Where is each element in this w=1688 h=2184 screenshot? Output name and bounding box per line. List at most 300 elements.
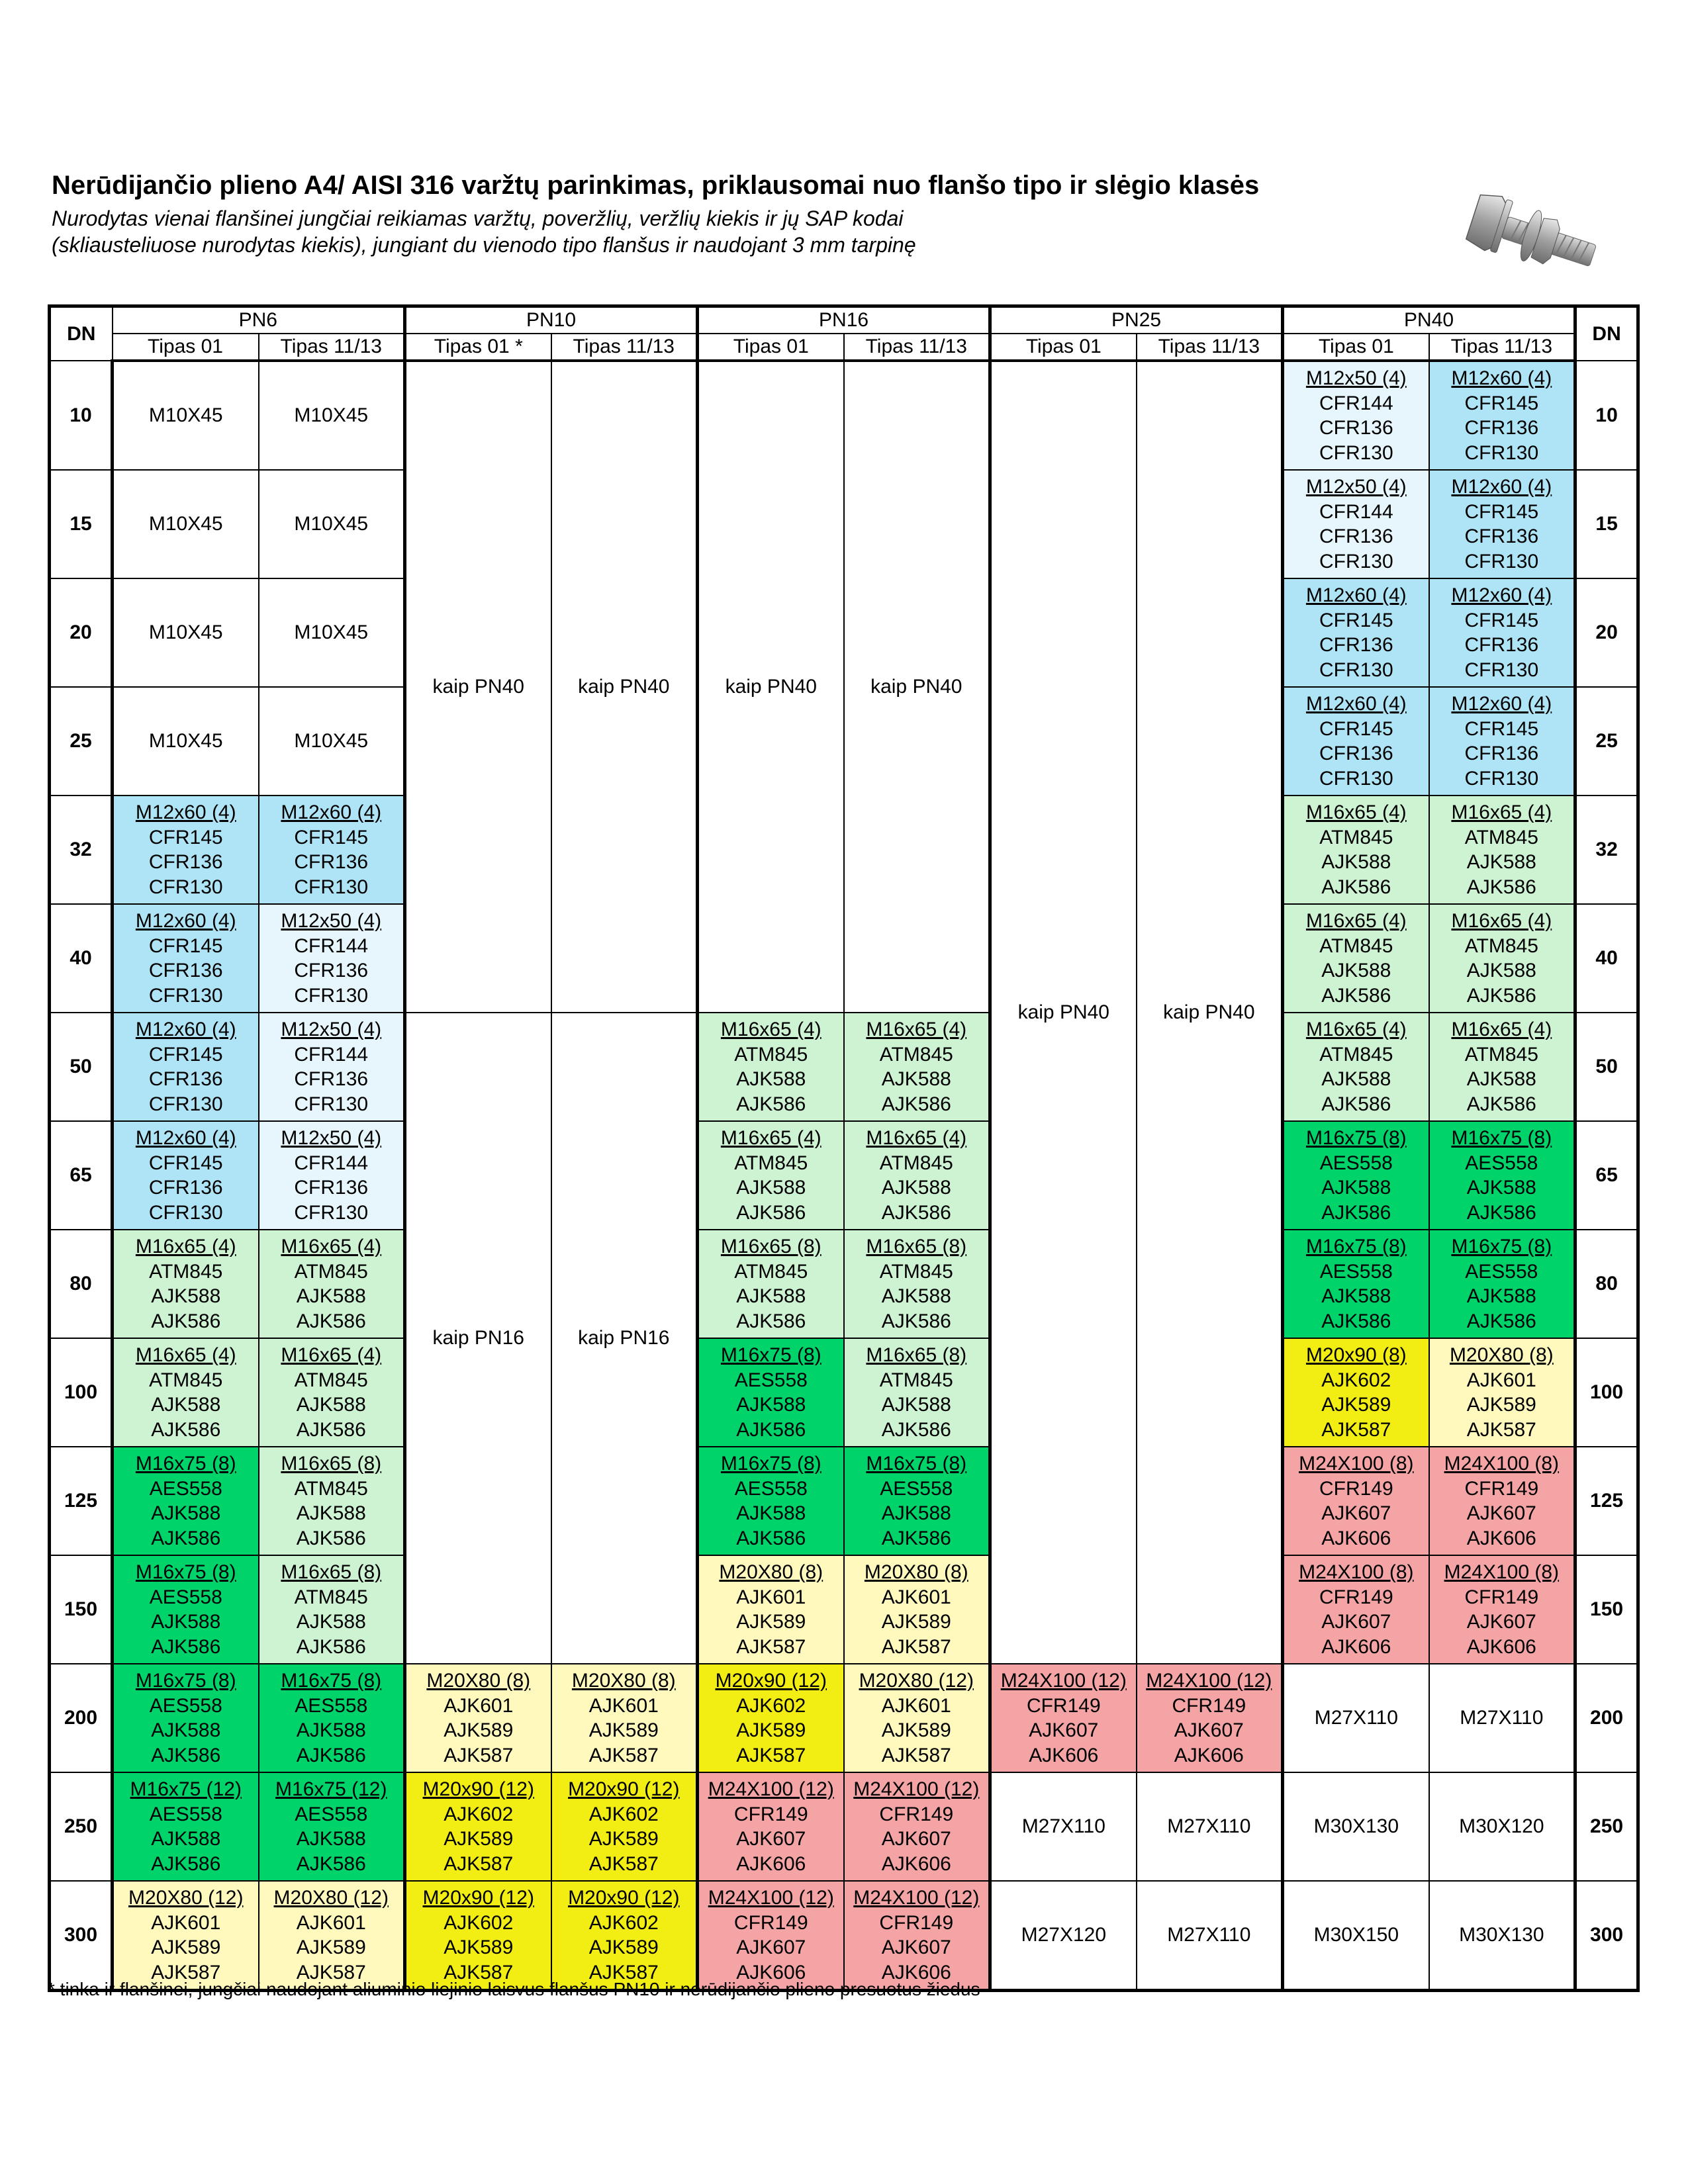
bolt-cell bbox=[1429, 904, 1575, 1013]
bolt-cell bbox=[844, 1447, 990, 1555]
bolt-size: M12x50 (4) bbox=[1305, 476, 1407, 498]
bolt-cell bbox=[844, 1013, 990, 1121]
bolt-size: M16x65 (4) bbox=[1451, 1019, 1552, 1040]
sap-code: AJK589 bbox=[588, 1719, 659, 1741]
bolt-cell bbox=[259, 796, 405, 904]
bolt-cell bbox=[113, 361, 259, 470]
sap-code: AJK588 bbox=[296, 1828, 366, 1850]
sap-code: AJK586 bbox=[736, 1527, 806, 1549]
bolt-cell bbox=[844, 1230, 990, 1338]
bolt-size: M12x60 (4) bbox=[1451, 693, 1552, 715]
dn-value: 32 bbox=[50, 796, 113, 904]
bolt-cell bbox=[259, 687, 405, 796]
sap-code: CFR145 bbox=[1464, 609, 1539, 631]
subtitle-line-2: (skliausteliuose nurodytas kiekis), jungiant du vienodo tipo flanšus ir naudojant 3 mm tarpinę bbox=[52, 233, 916, 257]
sap-code: M10X45 bbox=[148, 404, 223, 427]
type-header: Tipas 01 bbox=[113, 334, 259, 361]
bolt-cell bbox=[1429, 470, 1575, 578]
sap-code: AJK586 bbox=[881, 1201, 951, 1224]
bolt-cell bbox=[1283, 361, 1429, 470]
sap-code: ATM845 bbox=[879, 1043, 953, 1066]
bolt-cell bbox=[1283, 1555, 1429, 1664]
sap-code: AJK606 bbox=[736, 1961, 806, 1983]
sap-code: AJK588 bbox=[296, 1502, 366, 1524]
sap-code: AJK588 bbox=[1466, 1285, 1536, 1307]
type-header: Tipas 01 bbox=[990, 334, 1137, 361]
bolt-size: M16x65 (4) bbox=[281, 1344, 382, 1366]
sap-code: AJK587 bbox=[736, 1635, 806, 1658]
sap-code: AJK602 bbox=[588, 1911, 659, 1934]
sap-code: CFR149 bbox=[1172, 1694, 1246, 1717]
dn-value: 300 bbox=[50, 1881, 113, 1991]
sap-code: AJK606 bbox=[1174, 1744, 1244, 1766]
bolt-cell bbox=[259, 470, 405, 578]
sap-code: ATM845 bbox=[149, 1260, 223, 1283]
merged-note: kaip PN40 bbox=[551, 361, 698, 1013]
bolt-cell bbox=[1429, 578, 1575, 687]
dn-value: 125 bbox=[50, 1447, 113, 1555]
sap-code: AJK586 bbox=[1321, 1201, 1391, 1224]
subtitle-line-1: Nurodytas vienai flanšinei jungčiai reikiamas varžtų, poveržlių, veržlių kiekis ir jų SAP kodai bbox=[52, 206, 904, 230]
sap-code: CFR130 bbox=[148, 876, 223, 898]
sap-code: AJK586 bbox=[296, 1310, 366, 1332]
dn-value: 15 bbox=[1575, 470, 1638, 578]
sap-code: AJK588 bbox=[151, 1719, 221, 1741]
table-row bbox=[50, 1772, 1638, 1881]
bolt-size: M24X100 (12) bbox=[853, 1887, 980, 1909]
sap-code: CFR145 bbox=[1319, 717, 1393, 740]
sap-code: AJK586 bbox=[1466, 1310, 1536, 1332]
bolt-size: M24X100 (8) bbox=[1299, 1453, 1414, 1475]
sap-code: AJK589 bbox=[444, 1936, 514, 1958]
sap-code: AES558 bbox=[1465, 1260, 1538, 1283]
sap-code: AJK587 bbox=[444, 1744, 514, 1766]
sap-code: AJK587 bbox=[736, 1744, 806, 1766]
sap-code: AJK606 bbox=[1466, 1527, 1536, 1549]
sap-code: AJK588 bbox=[296, 1394, 366, 1416]
sap-code: AJK588 bbox=[1466, 960, 1536, 981]
sap-code: ATM845 bbox=[294, 1260, 368, 1283]
sap-code: CFR145 bbox=[1319, 609, 1393, 631]
bolt-cell bbox=[844, 1338, 990, 1447]
bolt-cell bbox=[844, 1121, 990, 1230]
bolt-cell bbox=[1283, 687, 1429, 796]
sap-code: AJK589 bbox=[151, 1936, 221, 1958]
sap-code: AJK589 bbox=[1321, 1394, 1391, 1416]
sap-code: AJK587 bbox=[151, 1961, 221, 1983]
sap-code: ATM845 bbox=[1319, 826, 1393, 848]
bolt-cell bbox=[113, 796, 259, 904]
sap-code: AJK586 bbox=[881, 1418, 951, 1441]
sap-code: AJK588 bbox=[1466, 851, 1536, 873]
sap-code: AJK606 bbox=[1321, 1527, 1391, 1549]
sap-code: AJK588 bbox=[151, 1285, 221, 1307]
sap-code: AES558 bbox=[149, 1803, 222, 1825]
sap-code: CFR149 bbox=[1319, 1477, 1393, 1500]
bolt-cell bbox=[405, 1664, 551, 1772]
sap-code: CFR145 bbox=[1464, 392, 1539, 414]
sap-code: AJK587 bbox=[881, 1635, 951, 1658]
sap-code: ATM845 bbox=[879, 1369, 953, 1391]
table-row bbox=[50, 1881, 1638, 1991]
bolt-size: M16x75 (8) bbox=[135, 1453, 236, 1475]
sap-code: AES558 bbox=[880, 1477, 953, 1500]
sap-code: AES558 bbox=[734, 1477, 808, 1500]
sap-code: AJK588 bbox=[881, 1177, 951, 1199]
sap-code: CFR136 bbox=[294, 1068, 369, 1090]
sap-code: CFR130 bbox=[1464, 767, 1539, 790]
sap-code: AJK588 bbox=[736, 1502, 806, 1524]
type-header: Tipas 01 * bbox=[405, 334, 551, 361]
sap-code: AJK607 bbox=[881, 1828, 951, 1850]
bolt-size: M16x65 (4) bbox=[1451, 910, 1552, 932]
type-header: Tipas 11/13 bbox=[1137, 334, 1283, 361]
sap-code: M27X110 bbox=[1460, 1707, 1544, 1729]
sap-code: AJK588 bbox=[881, 1068, 951, 1090]
bolt-size: M20X80 (12) bbox=[859, 1670, 974, 1692]
bolt-size: M16x75 (8) bbox=[135, 1670, 236, 1692]
bolt-cell bbox=[259, 1013, 405, 1121]
bolt-cell bbox=[259, 1881, 405, 1991]
bolt-cell bbox=[1429, 1338, 1575, 1447]
sap-code: AJK586 bbox=[151, 1744, 221, 1766]
bolt-cell bbox=[698, 1881, 844, 1991]
bolt-cell bbox=[698, 1555, 844, 1664]
bolt-cell bbox=[113, 1121, 259, 1230]
bolt-cell bbox=[698, 1772, 844, 1881]
sap-code: AJK589 bbox=[444, 1828, 514, 1850]
bolt-cell bbox=[113, 904, 259, 1013]
sap-code: ATM845 bbox=[734, 1043, 808, 1066]
sap-code: AJK607 bbox=[881, 1936, 951, 1958]
bolt-size: M16x65 (8) bbox=[281, 1561, 382, 1583]
bolt-cell bbox=[698, 1121, 844, 1230]
bolt-size: M20x90 (8) bbox=[1305, 1344, 1407, 1366]
bolt-cell bbox=[698, 1338, 844, 1447]
type-header: Tipas 01 bbox=[698, 334, 844, 361]
pressure-class-header: PN16 bbox=[698, 306, 990, 334]
bolt-size: M16x65 (4) bbox=[135, 1344, 236, 1366]
bolt-cell bbox=[1283, 470, 1429, 578]
sap-code: CFR130 bbox=[1319, 441, 1393, 464]
sap-code: CFR136 bbox=[294, 960, 369, 981]
merged-note: kaip PN16 bbox=[405, 1013, 551, 1664]
sap-code: AJK589 bbox=[881, 1611, 951, 1633]
dn-value: 65 bbox=[1575, 1121, 1638, 1230]
sap-code: CFR145 bbox=[148, 1043, 223, 1066]
table-row bbox=[50, 1664, 1638, 1772]
bolt-cell bbox=[1429, 1664, 1575, 1772]
sap-code: ATM845 bbox=[149, 1369, 223, 1391]
sap-code: CFR136 bbox=[1319, 417, 1393, 439]
bolt-size: M12x60 (4) bbox=[135, 910, 236, 932]
bolt-size: M16x75 (8) bbox=[720, 1453, 821, 1475]
sap-code: CFR130 bbox=[1464, 441, 1539, 464]
sap-code: AJK586 bbox=[296, 1744, 366, 1766]
bolt-size: M16x75 (12) bbox=[275, 1778, 387, 1800]
sap-code: AJK601 bbox=[1466, 1369, 1536, 1391]
bolt-size: M20X80 (12) bbox=[128, 1887, 244, 1909]
sap-code: CFR149 bbox=[1464, 1477, 1539, 1500]
sap-code: AJK586 bbox=[736, 1418, 806, 1441]
sap-code: AJK589 bbox=[296, 1936, 366, 1958]
bolt-cell bbox=[1137, 1881, 1283, 1991]
sap-code: AJK586 bbox=[1466, 1201, 1536, 1224]
bolt-size: M16x75 (8) bbox=[1305, 1127, 1407, 1149]
sap-code: CFR130 bbox=[1319, 659, 1393, 681]
bolt-size: M12x50 (4) bbox=[281, 910, 382, 932]
sap-code: AJK607 bbox=[1321, 1611, 1391, 1633]
sap-code: ATM845 bbox=[1464, 1043, 1538, 1066]
sap-code: AJK588 bbox=[736, 1285, 806, 1307]
sap-code: CFR136 bbox=[1319, 634, 1393, 656]
sap-code: AJK586 bbox=[296, 1852, 366, 1875]
bolt-cell bbox=[1429, 1881, 1575, 1991]
bolt-size: M12x60 (4) bbox=[1451, 476, 1552, 498]
table-row bbox=[50, 1555, 1638, 1664]
bolt-cell bbox=[259, 904, 405, 1013]
pressure-class-header: PN40 bbox=[1283, 306, 1575, 334]
sap-code: AJK588 bbox=[881, 1394, 951, 1416]
dn-value: 250 bbox=[50, 1772, 113, 1881]
sap-code: CFR136 bbox=[1464, 525, 1539, 547]
sap-code: CFR136 bbox=[1464, 743, 1539, 764]
bolt-cell bbox=[259, 1121, 405, 1230]
sap-code: AJK586 bbox=[1321, 1093, 1391, 1115]
sap-code: CFR136 bbox=[294, 1177, 369, 1199]
bolt-selection-table bbox=[48, 304, 1640, 1992]
bolt-size: M20X80 (8) bbox=[571, 1670, 676, 1692]
bolt-size: M12x60 (4) bbox=[1305, 584, 1407, 606]
sap-code: CFR145 bbox=[1464, 500, 1539, 523]
sap-code: AJK586 bbox=[881, 1527, 951, 1549]
bolt-cell bbox=[844, 1555, 990, 1664]
sap-code: CFR145 bbox=[148, 826, 223, 848]
bolt-cell bbox=[1429, 1772, 1575, 1881]
bolt-cell bbox=[1283, 1338, 1429, 1447]
bolt-size: M12x50 (4) bbox=[1305, 367, 1407, 389]
bolt-size: M24X100 (8) bbox=[1299, 1561, 1414, 1583]
sap-code: CFR130 bbox=[1319, 767, 1393, 790]
bolt-cell bbox=[113, 1447, 259, 1555]
sap-code: M10X45 bbox=[148, 513, 223, 535]
sap-code: AJK601 bbox=[151, 1911, 221, 1934]
sap-code: M27X110 bbox=[1167, 1815, 1251, 1838]
bolt-size: M16x75 (8) bbox=[1305, 1236, 1407, 1257]
bolt-cell bbox=[698, 1230, 844, 1338]
sap-code: CFR130 bbox=[294, 1093, 369, 1115]
bolt-size: M16x65 (8) bbox=[281, 1453, 382, 1475]
bolt-cell bbox=[551, 1881, 698, 1991]
sap-code: ATM845 bbox=[294, 1369, 368, 1391]
bolt-cell bbox=[259, 1664, 405, 1772]
sap-code: CFR145 bbox=[1464, 717, 1539, 740]
sap-code: AJK588 bbox=[151, 1611, 221, 1633]
page-title: Nerūdijančio plieno A4/ AISI 316 varžtų parinkimas, priklausomai nuo flanšo tipo ir slėgio klasės bbox=[52, 171, 1260, 200]
sap-code: AJK588 bbox=[736, 1394, 806, 1416]
sap-code: ATM845 bbox=[1464, 934, 1538, 957]
sap-code: AJK606 bbox=[881, 1961, 951, 1983]
sap-code: CFR136 bbox=[148, 1177, 223, 1199]
sap-code: M30X150 bbox=[1313, 1924, 1399, 1946]
sap-code: CFR136 bbox=[148, 960, 223, 981]
sap-code: ATM845 bbox=[879, 1152, 953, 1174]
bolt-cell bbox=[990, 1772, 1137, 1881]
sap-code: AJK602 bbox=[736, 1694, 806, 1717]
sap-code: AJK589 bbox=[881, 1719, 951, 1741]
bolt-size: M20X80 (8) bbox=[719, 1561, 823, 1583]
sap-code: AJK601 bbox=[444, 1694, 514, 1717]
sap-code: M27X110 bbox=[1314, 1707, 1398, 1729]
dn-value: 250 bbox=[1575, 1772, 1638, 1881]
sap-code: ATM845 bbox=[879, 1260, 953, 1283]
merged-note: kaip PN40 bbox=[405, 361, 551, 1013]
sap-code: ATM845 bbox=[734, 1260, 808, 1283]
sap-code: ATM845 bbox=[734, 1152, 808, 1174]
sap-code: AJK588 bbox=[1321, 851, 1391, 873]
bolt-cell bbox=[113, 1013, 259, 1121]
dn-value: 150 bbox=[50, 1555, 113, 1664]
merged-note: kaip PN40 bbox=[698, 361, 844, 1013]
sap-code: AES558 bbox=[295, 1694, 368, 1717]
dn-value: 80 bbox=[1575, 1230, 1638, 1338]
sap-code: CFR136 bbox=[294, 851, 369, 873]
bolt-size: M16x65 (4) bbox=[720, 1127, 821, 1149]
table-row bbox=[50, 1230, 1638, 1338]
table-row bbox=[50, 1338, 1638, 1447]
sap-code: AJK586 bbox=[1466, 984, 1536, 1007]
bolt-size: M16x65 (4) bbox=[720, 1019, 821, 1040]
dn-value: 40 bbox=[1575, 904, 1638, 1013]
sap-code: AJK586 bbox=[1321, 1310, 1391, 1332]
bolt-cell bbox=[113, 1664, 259, 1772]
sap-code: ATM845 bbox=[294, 1586, 368, 1608]
bolt-cell bbox=[844, 1881, 990, 1991]
sap-code: M30X130 bbox=[1313, 1815, 1399, 1838]
bolt-cell bbox=[990, 1881, 1137, 1991]
bolt-cell bbox=[1283, 1013, 1429, 1121]
sap-code: CFR136 bbox=[148, 1068, 223, 1090]
bolt-cell bbox=[259, 1555, 405, 1664]
sap-code: AJK586 bbox=[1466, 1093, 1536, 1115]
type-header: Tipas 01 bbox=[1283, 334, 1429, 361]
sap-code: CFR136 bbox=[1464, 634, 1539, 656]
sap-code: AJK588 bbox=[1321, 960, 1391, 981]
dn-value: 150 bbox=[1575, 1555, 1638, 1664]
sap-code: AJK588 bbox=[1466, 1177, 1536, 1199]
dn-value: 100 bbox=[1575, 1338, 1638, 1447]
bolt-cell bbox=[1429, 1447, 1575, 1555]
bolt-cell bbox=[259, 1230, 405, 1338]
bolt-size: M12x60 (4) bbox=[1451, 584, 1552, 606]
bolt-cell bbox=[113, 687, 259, 796]
sap-code: M27X110 bbox=[1167, 1924, 1251, 1946]
bolt-size: M16x65 (4) bbox=[866, 1127, 967, 1149]
bolt-cell bbox=[113, 578, 259, 687]
sap-code: CFR130 bbox=[1319, 550, 1393, 572]
bolt-size: M24X100 (12) bbox=[1146, 1670, 1272, 1692]
sap-code: CFR149 bbox=[1464, 1586, 1539, 1608]
sap-code: CFR136 bbox=[1319, 743, 1393, 764]
dn-header: DN bbox=[1575, 306, 1638, 361]
sap-code: CFR149 bbox=[1026, 1694, 1101, 1717]
bolt-size: M16x75 (12) bbox=[130, 1778, 242, 1800]
bolt-cell bbox=[113, 1555, 259, 1664]
table-row bbox=[50, 1447, 1638, 1555]
sap-code: AES558 bbox=[1465, 1152, 1538, 1174]
sap-code: AJK606 bbox=[736, 1852, 806, 1875]
bolt-cell bbox=[1283, 578, 1429, 687]
sap-code: AJK586 bbox=[881, 1093, 951, 1115]
bolt-cell bbox=[113, 1881, 259, 1991]
bolt-washer-nut-icon bbox=[1456, 185, 1609, 291]
sap-code: ATM845 bbox=[294, 1477, 368, 1500]
dn-value: 50 bbox=[50, 1013, 113, 1121]
bolt-cell bbox=[259, 361, 405, 470]
footnote: * tinka ir flanšinei, jungčiai naudojant aliuminio liejinio laisvus flanšus PN10 ir nerūdijančio plieno presuotus žiedus bbox=[48, 1979, 980, 1999]
sap-code: AJK589 bbox=[736, 1611, 806, 1633]
sap-code: CFR149 bbox=[1319, 1586, 1393, 1608]
sap-code: AJK607 bbox=[1466, 1611, 1536, 1633]
sap-code: CFR130 bbox=[294, 984, 369, 1007]
sap-code: M27X110 bbox=[1021, 1815, 1105, 1838]
sap-code: AES558 bbox=[734, 1369, 808, 1391]
bolt-size: M20x90 (12) bbox=[568, 1778, 680, 1800]
bolt-cell bbox=[259, 578, 405, 687]
dn-value: 10 bbox=[50, 361, 113, 470]
sap-code: AJK607 bbox=[1321, 1502, 1391, 1524]
bolt-size: M12x50 (4) bbox=[281, 1019, 382, 1040]
sap-code: CFR136 bbox=[1319, 525, 1393, 547]
bolt-size: M24X100 (8) bbox=[1444, 1561, 1560, 1583]
sap-code: AJK586 bbox=[151, 1418, 221, 1441]
sap-code: CFR130 bbox=[148, 1201, 223, 1224]
sap-code: AJK587 bbox=[588, 1961, 659, 1983]
bolt-cell bbox=[259, 1772, 405, 1881]
bolt-size: M12x60 (4) bbox=[1451, 367, 1552, 389]
bolt-cell bbox=[1429, 1121, 1575, 1230]
bolt-cell bbox=[405, 1772, 551, 1881]
bolt-size: M16x65 (4) bbox=[1451, 801, 1552, 823]
bolt-cell bbox=[844, 1772, 990, 1881]
bolt-size: M20X80 (8) bbox=[1449, 1344, 1554, 1366]
bolt-size: M24X100 (12) bbox=[1000, 1670, 1127, 1692]
sap-code: AJK587 bbox=[444, 1852, 514, 1875]
type-header: Tipas 11/13 bbox=[551, 334, 698, 361]
sap-code: AJK589 bbox=[1466, 1394, 1536, 1416]
sap-code: AJK586 bbox=[881, 1310, 951, 1332]
type-header: Tipas 11/13 bbox=[844, 334, 990, 361]
sap-code: AJK588 bbox=[1466, 1068, 1536, 1090]
bolt-size: M16x75 (8) bbox=[281, 1670, 382, 1692]
bolt-cell bbox=[1429, 1555, 1575, 1664]
sap-code: CFR149 bbox=[733, 1803, 808, 1825]
sap-code: AJK589 bbox=[736, 1719, 806, 1741]
sap-code: AJK586 bbox=[296, 1527, 366, 1549]
sap-code: CFR149 bbox=[879, 1911, 954, 1934]
sap-code: CFR144 bbox=[294, 1152, 369, 1174]
sap-code: AJK587 bbox=[1321, 1418, 1391, 1441]
bolt-cell bbox=[1283, 1447, 1429, 1555]
bolt-cell bbox=[113, 1772, 259, 1881]
table-row bbox=[50, 1121, 1638, 1230]
sap-code: AJK606 bbox=[881, 1852, 951, 1875]
sap-code: AJK601 bbox=[736, 1586, 806, 1608]
bolt-size: M16x65 (8) bbox=[866, 1344, 967, 1366]
sap-code: M10X45 bbox=[148, 621, 223, 644]
sap-code: AJK586 bbox=[736, 1201, 806, 1224]
sap-code: AES558 bbox=[149, 1586, 222, 1608]
